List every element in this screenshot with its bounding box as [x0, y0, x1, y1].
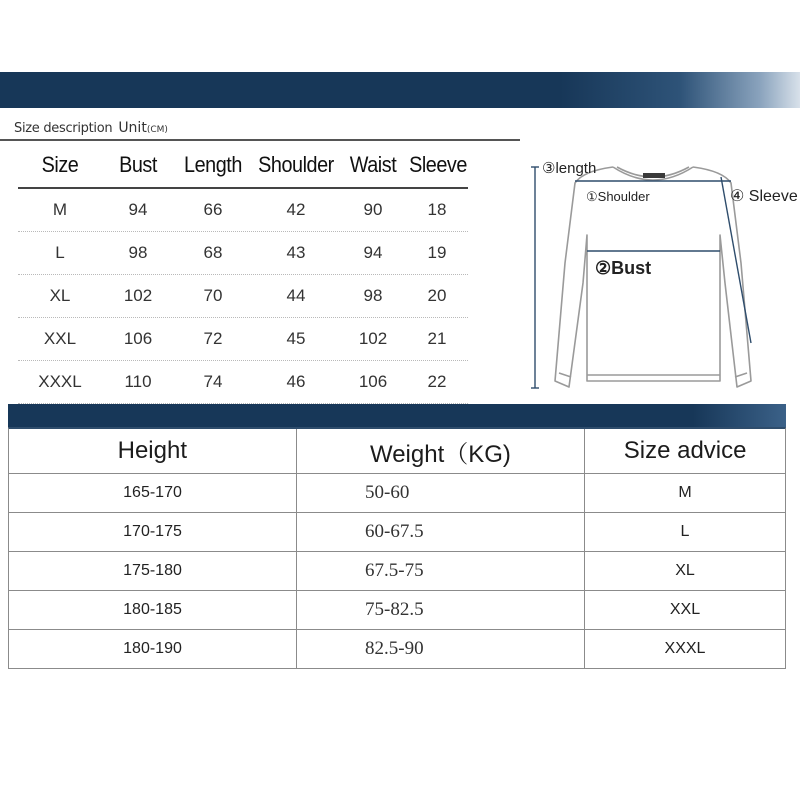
size-chart-header-row: [18, 143, 468, 189]
height-cell: 170-175: [9, 513, 297, 551]
size-advice-header: Weight（KG): [297, 429, 586, 473]
size-advice-cell: L: [680, 523, 690, 540]
table-row: [18, 275, 468, 318]
table-row: [8, 552, 786, 591]
height-cell: 180-185: [9, 591, 297, 629]
table-cell: 19: [427, 243, 447, 262]
size-advice-header: Height: [9, 429, 297, 473]
unit-label: Unit: [118, 120, 147, 136]
table-cell: M: [52, 200, 68, 219]
table-row: [18, 361, 468, 404]
table-cell: 74: [203, 372, 223, 391]
height-cell: 175-180: [9, 552, 297, 590]
length-label: ③length: [542, 160, 597, 177]
size-advice-cell: XXXL: [664, 640, 706, 657]
table-row: [18, 232, 468, 275]
table-cell: 66: [203, 200, 223, 219]
size-caption: [14, 117, 168, 139]
height-cell: 165-170: [9, 474, 297, 512]
sleeve-label: ④ Sleeve: [730, 188, 798, 205]
table-cell: 98: [363, 286, 383, 305]
table-row: [8, 474, 786, 513]
size-chart-header: Sleeve: [409, 152, 467, 177]
table-cell: 44: [286, 286, 306, 305]
table-cell: 94: [128, 200, 148, 219]
table-cell: 70: [203, 286, 223, 305]
table-cell: 94: [363, 243, 383, 262]
table-cell: L: [55, 243, 65, 262]
table-cell: 98: [128, 243, 148, 262]
table-cell: 20: [427, 286, 447, 305]
table-row: [8, 630, 786, 669]
weight-cell: 82.5-90: [297, 630, 585, 668]
table-cell: 106: [123, 329, 153, 348]
table-cell: 106: [358, 372, 388, 391]
table-cell: 90: [363, 200, 383, 219]
shirt-measurement-diagram: [525, 143, 800, 398]
unit-abbreviation: (CM): [146, 125, 168, 135]
size-advice-cell: M: [678, 484, 692, 501]
height-cell: 180-190: [9, 630, 297, 668]
table-row: [18, 318, 468, 361]
weight-cell: 60-67.5: [297, 513, 585, 551]
table-cell: 22: [427, 372, 447, 391]
table-row: [18, 189, 468, 232]
size-chart-header: Size: [41, 152, 79, 177]
neck-tag-icon: [643, 173, 665, 178]
table-cell: 42: [286, 200, 306, 219]
table-cell: 18: [427, 200, 447, 219]
size-advice-table: [8, 404, 786, 669]
table-row: [8, 591, 786, 630]
table-cell: XXL: [43, 329, 77, 348]
bust-label: ②Bust: [595, 258, 652, 278]
weight-cell: 67.5-75: [297, 552, 585, 590]
weight-cell: 75-82.5: [297, 591, 585, 629]
weight-cell: 50-60: [297, 474, 585, 512]
size-chart-header: Waist: [349, 152, 397, 177]
table-cell: 46: [286, 372, 306, 391]
size-chart-header: Length: [184, 152, 242, 177]
table-cell: 68: [203, 243, 223, 262]
shirt-outline-icon: [525, 143, 800, 398]
table-cell: 43: [286, 243, 306, 262]
table-cell: 110: [124, 372, 152, 391]
table-cell: XXXL: [38, 372, 82, 391]
size-advice-header: Size advice: [623, 437, 747, 464]
header-banner: [0, 72, 800, 108]
size-description-label: Size description: [14, 121, 113, 136]
table-cell: 102: [358, 329, 388, 348]
size-chart-table: [18, 143, 468, 404]
size-advice-banner: [8, 404, 786, 427]
table-cell: 102: [123, 286, 153, 305]
caption-divider: [0, 139, 520, 141]
table-cell: 21: [427, 329, 447, 348]
size-chart-header: Bust: [119, 152, 157, 177]
table-cell: 72: [203, 329, 223, 348]
size-advice-cell: XL: [675, 562, 695, 579]
table-cell: 45: [286, 329, 306, 348]
table-row: [8, 513, 786, 552]
size-advice-cell: XXL: [669, 601, 701, 618]
size-chart-header: Shoulder: [258, 152, 334, 177]
shoulder-label: ①Shoulder: [586, 189, 650, 204]
table-cell: XL: [49, 286, 71, 305]
size-advice-header-row: [8, 427, 786, 474]
